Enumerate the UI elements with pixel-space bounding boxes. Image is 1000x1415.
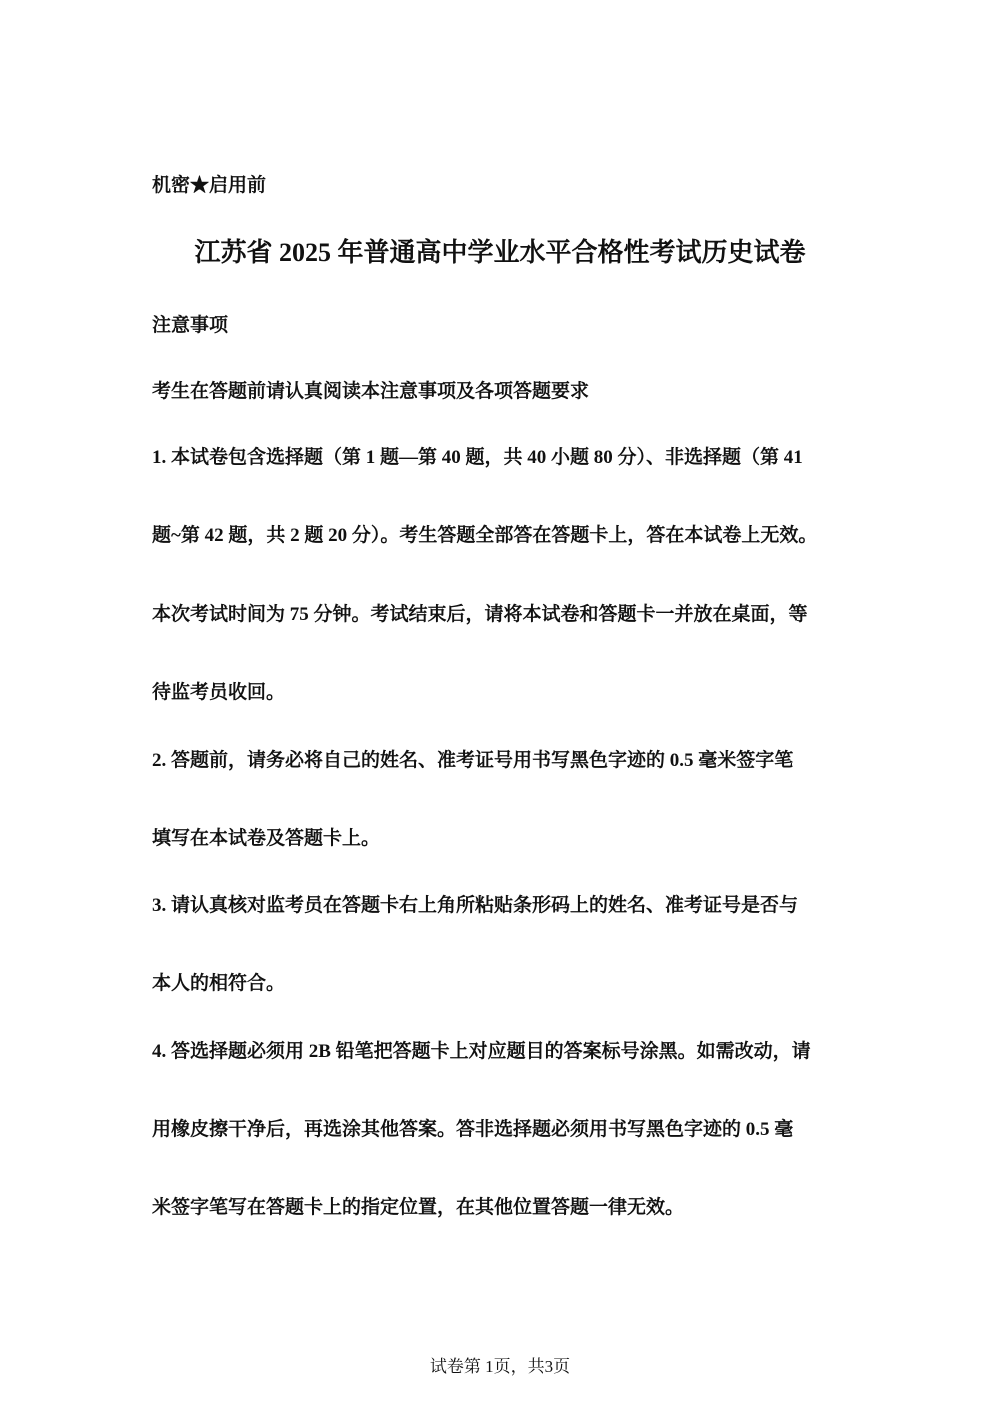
notice-line: 4. 答选择题必须用 2B 铅笔把答题卡上对应题目的答案标号涂黑。如需改动，请: [152, 1041, 811, 1062]
notice-line: 1. 本试卷包含选择题（第 1 题—第 40 题，共 40 小题 80 分）、非选择题（第 41: [152, 447, 803, 468]
notice-line: 本次考试时间为 75 分钟。考试结束后，请将本试卷和答题卡一并放在桌面，等: [152, 604, 808, 625]
notice-line: 2. 答题前，请务必将自己的姓名、准考证号用书写黑色字迹的 0.5 毫米签字笔: [152, 750, 794, 771]
notice-line: 米签字笔写在答题卡上的指定位置，在其他位置答题一律无效。: [152, 1197, 685, 1218]
page-footer: 试卷第 1页，共3页: [429, 1357, 571, 1376]
notice-line: 填写在本试卷及答题卡上。: [152, 828, 381, 849]
notice-line: 待监考员收回。: [152, 682, 286, 703]
notice-heading: 注意事项: [152, 315, 229, 336]
page-title: 江苏省 2025 年普通高中学业水平合格性考试历史试卷: [194, 238, 806, 267]
classification-label: 机密★启用前: [152, 175, 267, 196]
notice-intro: 考生在答题前请认真阅读本注意事项及各项答题要求: [152, 381, 590, 402]
notice-line: 用橡皮擦干净后，再选涂其他答案。答非选择题必须用书写黑色字迹的 0.5 毫: [152, 1119, 794, 1140]
notice-line: 本人的相符合。: [152, 973, 286, 994]
notice-line: 3. 请认真核对监考员在答题卡右上角所粘贴条形码上的姓名、准考证号是否与: [152, 895, 799, 916]
notice-line: 题~第 42 题，共 2 题 20 分）。考生答题全部答在答题卡上，答在本试卷上无效。: [152, 525, 818, 546]
